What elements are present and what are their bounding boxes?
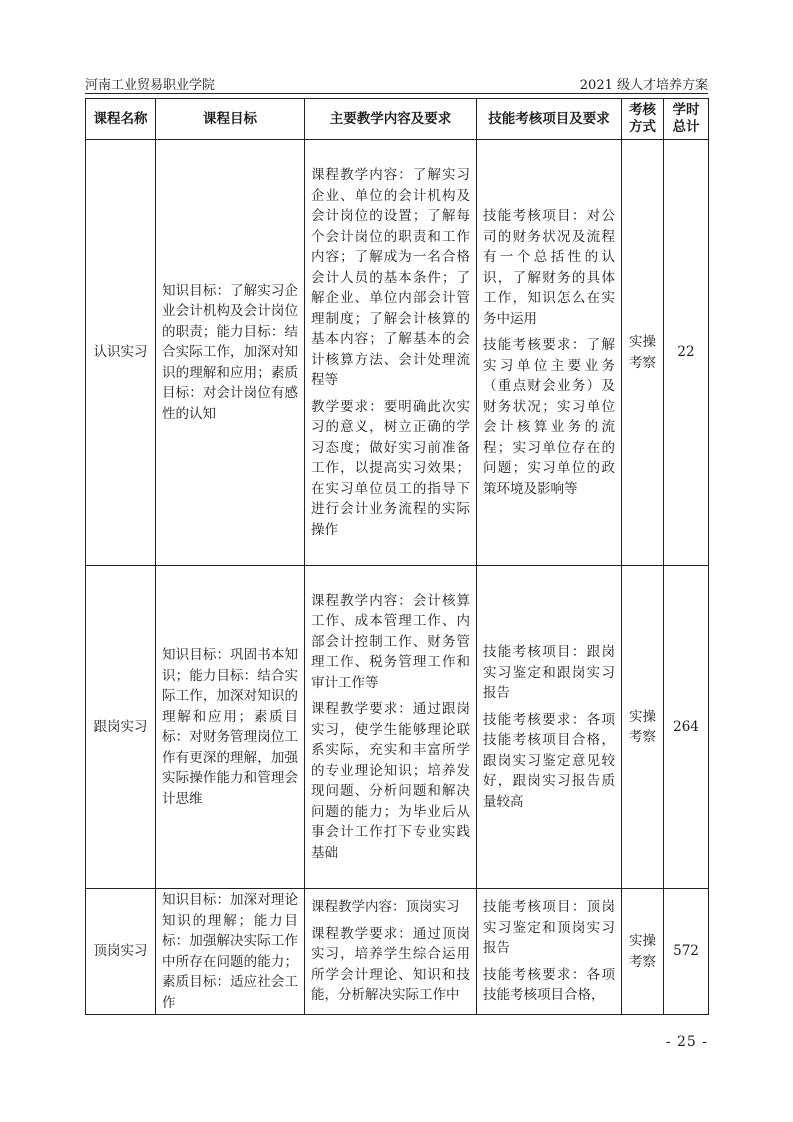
header-school-name: 河南工业贸易职业学院 <box>85 78 216 93</box>
content-text: 课程教学内容：了解实习企业、单位的会计机构及会计岗位的设置；了解每个会计岗位的职责和工作内容；了解成为一名合格会计人员的基本条件；了解企业、单位内部会计管理制度；了解会计核算的基本内容；了解基本的会计核算方法、会计处理流程等 <box>311 167 470 388</box>
header-hours: 学时 总计 <box>664 99 709 140</box>
header-skill: 技能考核项目及要求 <box>477 99 622 140</box>
skill-assessment <box>477 140 622 566</box>
header-content: 主要教学内容及要求 <box>305 99 477 140</box>
skill-requirement-text: 技能考核要求：了解实习单位主要业务（重点财会业务）及财务状况；实习单位会计核算业务的流程；实习单位存在的问题；实习单位的政策环境及影响等 <box>483 337 615 497</box>
course-goal: 知识目标：巩固书本知识；能力目标：结合实际工作，加深对知识的理解和应用；素质目标：对财务管理岗位工作有更深的理解，加强实际操作能力和管理会计思维 <box>156 566 305 889</box>
assessment-method: 实操 考察 <box>622 889 664 1015</box>
header-rule <box>85 93 708 94</box>
assessment-method: 实操 考察 <box>622 140 664 566</box>
total-hours: 264 <box>664 566 709 889</box>
header-document-title: 2021 级人才培养方案 <box>579 78 708 93</box>
course-goal: 知识目标：加深对理论知识的理解；能力目标：加强解决实际工作中所存在问题的能力；素质目标：适应社会工作 <box>156 889 305 1015</box>
page-header <box>85 72 708 94</box>
page-number: - 25 - <box>665 1034 708 1050</box>
teaching-content <box>305 140 477 566</box>
skill-assessment <box>477 889 622 1015</box>
header-course-goal: 课程目标 <box>156 99 305 140</box>
course-name: 顶岗实习 <box>86 889 156 1015</box>
total-hours: 22 <box>664 140 709 566</box>
skill-item-text: 技能考核项目：跟岗实习鉴定和跟岗实习报告 <box>483 644 615 701</box>
table-row <box>86 140 709 566</box>
assessment-method: 实操 考察 <box>622 566 664 889</box>
content-text: 课程教学内容：顶岗实习 <box>311 899 460 916</box>
header-method: 考核 方式 <box>622 99 664 140</box>
requirement-text: 教学要求：要明确此次实习的意义，树立正确的学习态度；做好实习前准备工作，以提高实习效果；在实习单位员工的指导下进行会计业务流程的实际操作 <box>311 398 470 538</box>
table-header-row <box>86 99 709 140</box>
course-goal: 知识目标：了解实习企业会计机构及会计岗位的职责；能力目标：结合实际工作，加深对知识的理解和应用；素质目标：对会计岗位有感性的认知 <box>156 140 305 566</box>
teaching-content <box>305 566 477 889</box>
requirement-text: 课程教学要求：通过顶岗实习，培养学生综合运用所学会计理论、知识和技能，分析解决实际工作中 <box>311 925 470 1004</box>
table-row <box>86 889 709 1015</box>
requirement-text: 课程教学要求：通过跟岗实习，使学生能够理论联系实际，充实和丰富所学的专业理论知识；培养发现问题、分析问题和解决问题的能力；为毕业后从事会计工作打下专业实践基础 <box>311 701 470 861</box>
course-name: 认识实习 <box>86 140 156 566</box>
skill-item-text: 技能考核项目：对公司的财务状况及流程有一个总括性的认识，了解财务的具体工作，知识怎么在实务中运用 <box>483 208 615 327</box>
skill-assessment <box>477 566 622 889</box>
curriculum-table <box>85 98 709 1015</box>
table-row <box>86 566 709 889</box>
course-name: 跟岗实习 <box>86 566 156 889</box>
header-course-name: 课程名称 <box>86 99 156 140</box>
teaching-content <box>305 889 477 1015</box>
skill-requirement-text: 技能考核要求：各项技能考核项目合格， <box>483 966 615 1004</box>
total-hours: 572 <box>664 889 709 1015</box>
skill-item-text: 技能考核项目：顶岗实习鉴定和顶岗实习报告 <box>483 899 615 957</box>
skill-requirement-text: 技能考核要求：各项技能考核项目合格，跟岗实习鉴定意见较好，跟岗实习报告质量较高 <box>483 711 615 810</box>
content-text: 课程教学内容：会计核算工作、成本管理工作、内部会计控制工作、财务管理工作、税务管理工作和审计工作等 <box>311 592 470 691</box>
